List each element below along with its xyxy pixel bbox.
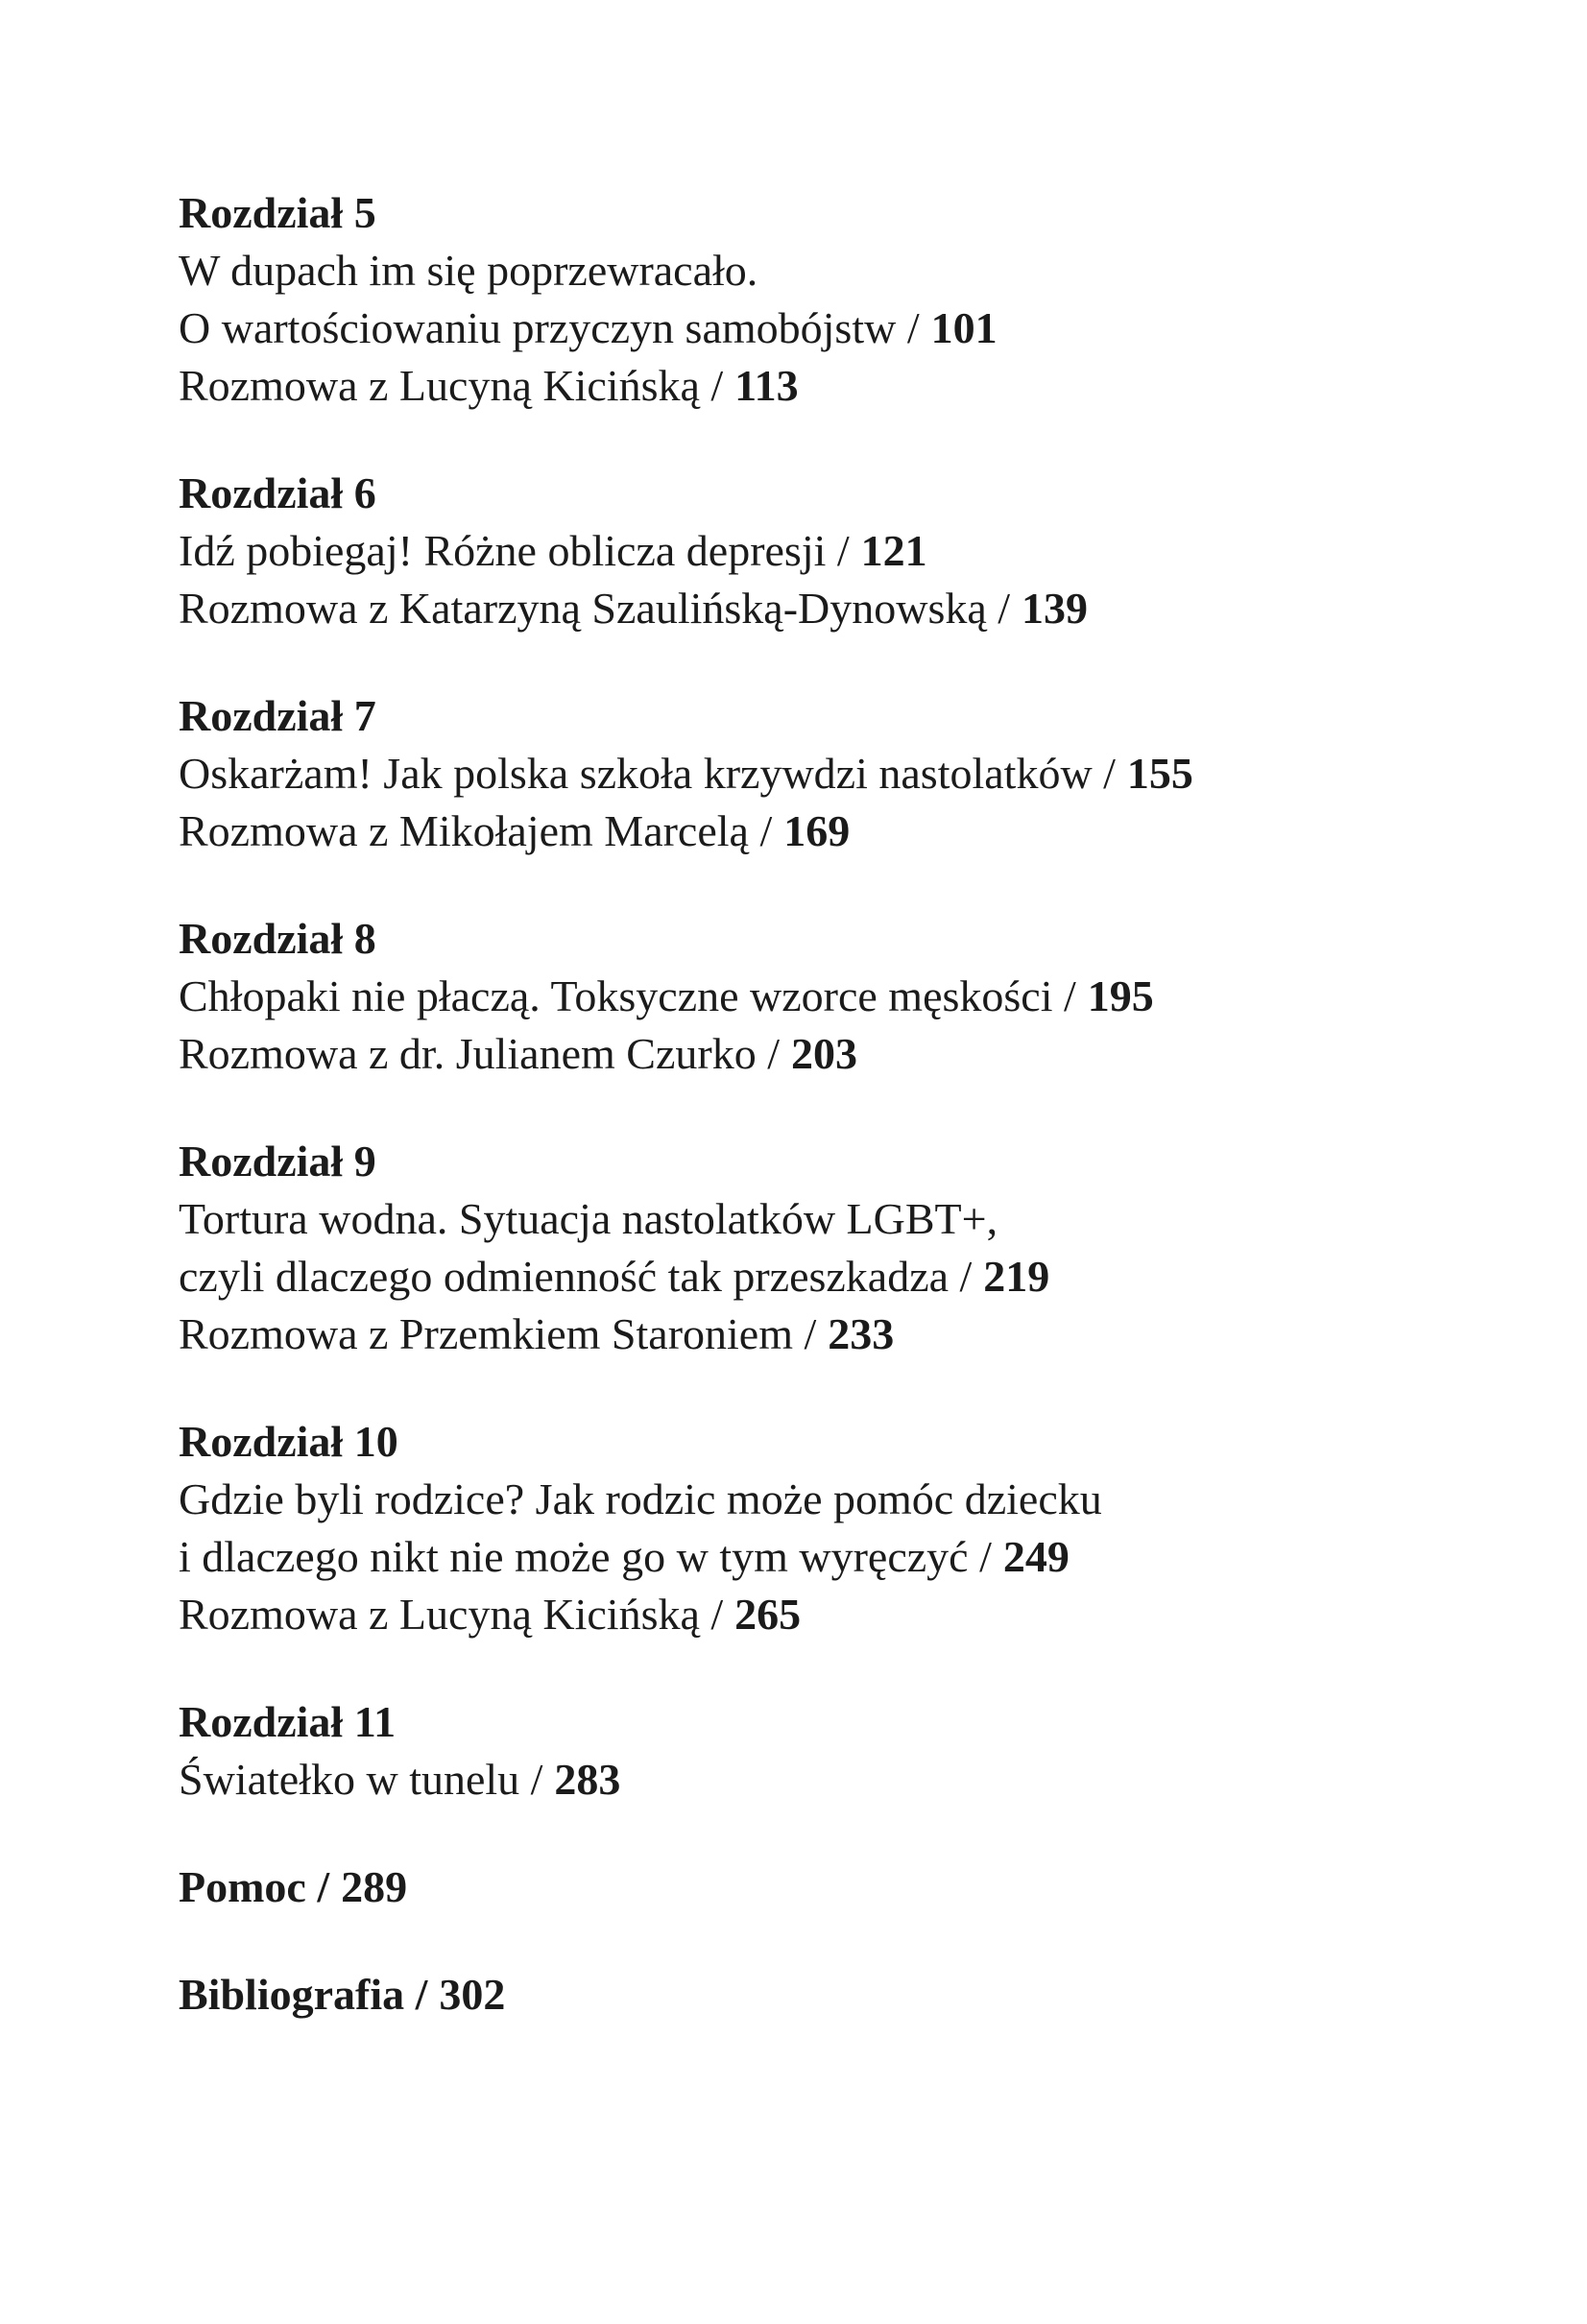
toc-section-chapter-10 (179, 1413, 1472, 1643)
toc-section-bibliografia (179, 1966, 1472, 2024)
page-number: 139 (1022, 584, 1089, 633)
chapter-heading (179, 1858, 1472, 1916)
toc-entry-line (179, 580, 1472, 637)
entry-text: Rozmowa z Mikołajem Marcelą / (179, 806, 773, 855)
chapter-heading-text: Rozdział 9 (179, 1137, 376, 1186)
toc-entry-line (179, 299, 1472, 357)
chapter-heading-text: Rozdział 7 (179, 691, 376, 740)
chapter-heading-text: Pomoc / (179, 1862, 330, 1911)
entry-text: Gdzie byli rodzice? Jak rodzic może pomóc dziecku (179, 1474, 1102, 1523)
chapter-heading (179, 465, 1472, 522)
page-number: 233 (828, 1309, 895, 1358)
entry-text: W dupach im się poprzewracało. (179, 246, 758, 295)
entry-text: czyli dlaczego odmienność tak przeszkadza / (179, 1252, 973, 1301)
entry-text: O wartościowaniu przyczyn samobójstw / (179, 303, 920, 352)
page-number: 283 (554, 1755, 621, 1804)
entry-text: Rozmowa z Katarzyną Szaulińską-Dynowską / (179, 584, 1011, 633)
chapter-heading (179, 910, 1472, 968)
entry-text: Chłopaki nie płaczą. Toksyczne wzorce męskości / (179, 971, 1076, 1020)
toc-entry-line (179, 357, 1472, 415)
toc-entry-line (179, 242, 1472, 299)
toc-section-chapter-7 (179, 687, 1472, 860)
toc-entry-line (179, 1586, 1472, 1643)
toc-entry-line (179, 1190, 1472, 1248)
toc-entry-line (179, 1471, 1472, 1528)
toc-entry-line (179, 1528, 1472, 1586)
chapter-heading-text: Rozdział 6 (179, 468, 376, 517)
page-number: 169 (783, 806, 851, 855)
entry-text: Rozmowa z dr. Julianem Czurko / (179, 1029, 780, 1078)
page-number: 195 (1087, 971, 1154, 1020)
toc-entry-line (179, 1306, 1472, 1363)
chapter-heading (179, 1133, 1472, 1190)
entry-text: Rozmowa z Lucyną Kicińską / (179, 1590, 724, 1639)
toc-entry-line (179, 968, 1472, 1025)
page-number: 289 (341, 1862, 408, 1911)
chapter-heading-text: Rozdział 8 (179, 914, 376, 963)
entry-text: i dlaczego nikt nie może go w tym wyręczyć / (179, 1532, 992, 1581)
chapter-heading-text: Rozdział 10 (179, 1417, 398, 1466)
page-number: 302 (439, 1970, 506, 2019)
chapter-heading-text: Rozdział 11 (179, 1697, 397, 1746)
toc-entry-line (179, 1248, 1472, 1306)
entry-text: Idź pobiegaj! Różne oblicza depresji / (179, 526, 850, 575)
page-number: 155 (1126, 749, 1193, 798)
chapter-heading (179, 687, 1472, 745)
toc-section-pomoc (179, 1858, 1472, 1916)
chapter-heading (179, 1693, 1472, 1751)
entry-text: Rozmowa z Przemkiem Staroniem / (179, 1309, 817, 1358)
toc-entry-line (179, 1751, 1472, 1809)
chapter-heading-text: Bibliografia / (179, 1970, 428, 2019)
toc-entry-line (179, 522, 1472, 580)
toc-entry-line (179, 1025, 1472, 1083)
chapter-heading (179, 1966, 1472, 2024)
page-number: 249 (1002, 1532, 1070, 1581)
page-number: 121 (860, 526, 927, 575)
page-number: 101 (930, 303, 998, 352)
toc-section-chapter-6 (179, 465, 1472, 637)
chapter-heading (179, 184, 1472, 242)
page-number: 113 (734, 361, 799, 410)
entry-text: Oskarżam! Jak polska szkoła krzywdzi nastolatków / (179, 749, 1116, 798)
toc-section-chapter-9 (179, 1133, 1472, 1363)
toc-entry-line (179, 745, 1472, 803)
toc-section-chapter-5 (179, 184, 1472, 415)
chapter-heading-text: Rozdział 5 (179, 188, 376, 237)
table-of-contents (179, 184, 1472, 2024)
toc-entry-line (179, 803, 1472, 860)
toc-section-chapter-11 (179, 1693, 1472, 1809)
chapter-heading (179, 1413, 1472, 1471)
page-number: 203 (790, 1029, 857, 1078)
page-number: 219 (983, 1252, 1050, 1301)
toc-section-chapter-8 (179, 910, 1472, 1083)
entry-text: Światełko w tunelu / (179, 1755, 543, 1804)
page-number: 265 (734, 1590, 802, 1639)
entry-text: Rozmowa z Lucyną Kicińską / (179, 361, 724, 410)
entry-text: Tortura wodna. Sytuacja nastolatków LGBT+, (179, 1194, 998, 1243)
